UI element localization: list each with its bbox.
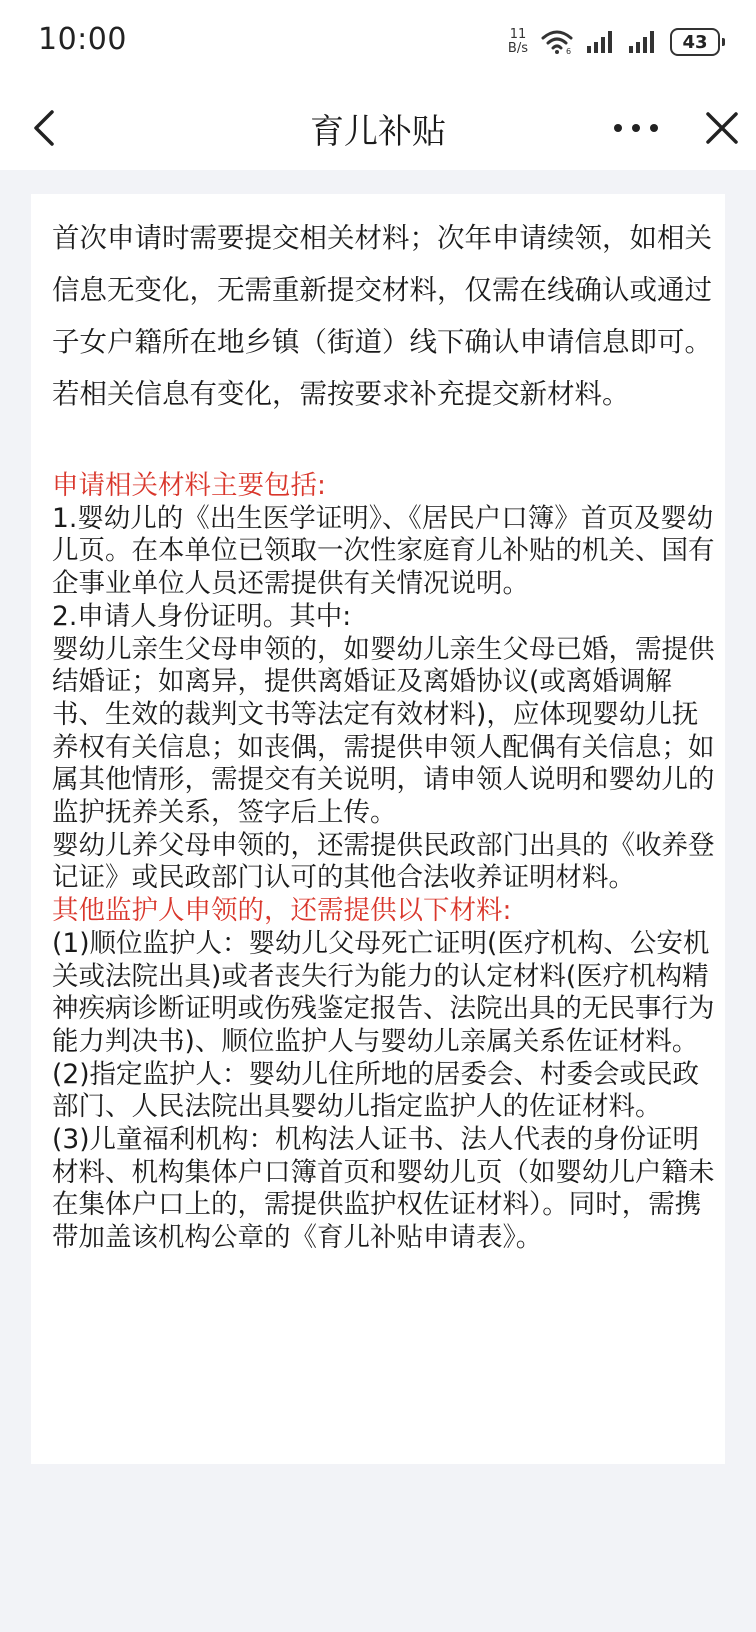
svg-text:6: 6 (566, 47, 572, 55)
signal-icon (586, 30, 616, 54)
materials-heading: 申请相关材料主要包括: (52, 470, 326, 501)
materials-section (52, 470, 717, 1255)
material-item-1: 1.婴幼儿的《出生医学证明》、《居民户口簿》首页及婴幼儿页。在本单位已领取一次性家庭育儿补贴的机关、国有企事业单位人员还需提供有关情况说明。 (52, 502, 715, 600)
other-guardians-heading: 其他监护人申领的，还需提供以下材料: (52, 895, 512, 927)
intro-paragraph: 首次申请时需要提交相关材料；次年申请续领，如相关信息无变化，无需重新提交材料，仅需在线确认或通过子女户籍所在地乡镇（街道）线下确认申请信息即可。若相关信息有变化，需按要求补充提交新材料。 (52, 222, 712, 410)
net-speed-unit: B/s (507, 41, 528, 56)
more-dots-icon[interactable] (608, 104, 664, 152)
material-item-2: 2.申请人身份证明。其中: (52, 600, 352, 632)
guardian-item-3: (3)儿童福利机构：机构法人证书、法人代表的身份证明材料、机构集体户口簿首页和婴幼儿页（如婴幼儿户籍未在集体户口上的，需提供监护权佐证材料）。同时，需携带加盖该机构公章的《育儿补贴申请表》。 (52, 1124, 715, 1254)
page-title: 育儿补贴 (310, 112, 446, 152)
bio-parents-paragraph: 婴幼儿亲生父母申领的，如婴幼儿亲生父母已婚，需提供结婚证；如离异，提供离婚证及离婚协议(或离婚调解书、生效的裁判文书等法定有效材料)，应体现婴幼儿抚养权有关信息；如丧偶，需提供申领人配偶有关信息；如属其他情形，需提交有关说明，请申领人说明和婴幼儿的监护抚养关系，签字后上传。 (52, 633, 715, 829)
wifi-icon (540, 29, 574, 55)
guardian-item-2: (2)指定监护人：婴幼儿住所地的居委会、村委会或民政部门、人民法院出具婴幼儿指定监护人的佐证材料。 (52, 1058, 700, 1123)
signal-icon-2 (628, 30, 658, 54)
net-speed-value: 11 (509, 27, 527, 42)
guardian-item-1: (1)顺位监护人：婴幼儿父母死亡证明(医疗机构、公安机关或法院出具)或者丧失行为能力的认定材料(医疗机构精神疾病诊断证明或伤残鉴定报告、法院出具的无民事行为能力判决书)、顺位监护人与婴幼儿亲属关系佐证材料。 (52, 927, 715, 1057)
adoptive-parents-paragraph: 婴幼儿养父母申领的，还需提供民政部门出具的《收养登记证》或民政部门认可的其他合法收养证明材料。 (52, 829, 715, 894)
close-icon[interactable] (696, 102, 748, 154)
status-icons (508, 24, 720, 60)
nav-bar (0, 86, 756, 170)
net-speed-indicator (508, 28, 528, 56)
status-time: 10:00 (38, 22, 127, 57)
battery-icon (670, 28, 720, 56)
status-bar (0, 0, 756, 86)
content-card (31, 194, 725, 1464)
battery-level: 43 (682, 31, 708, 53)
